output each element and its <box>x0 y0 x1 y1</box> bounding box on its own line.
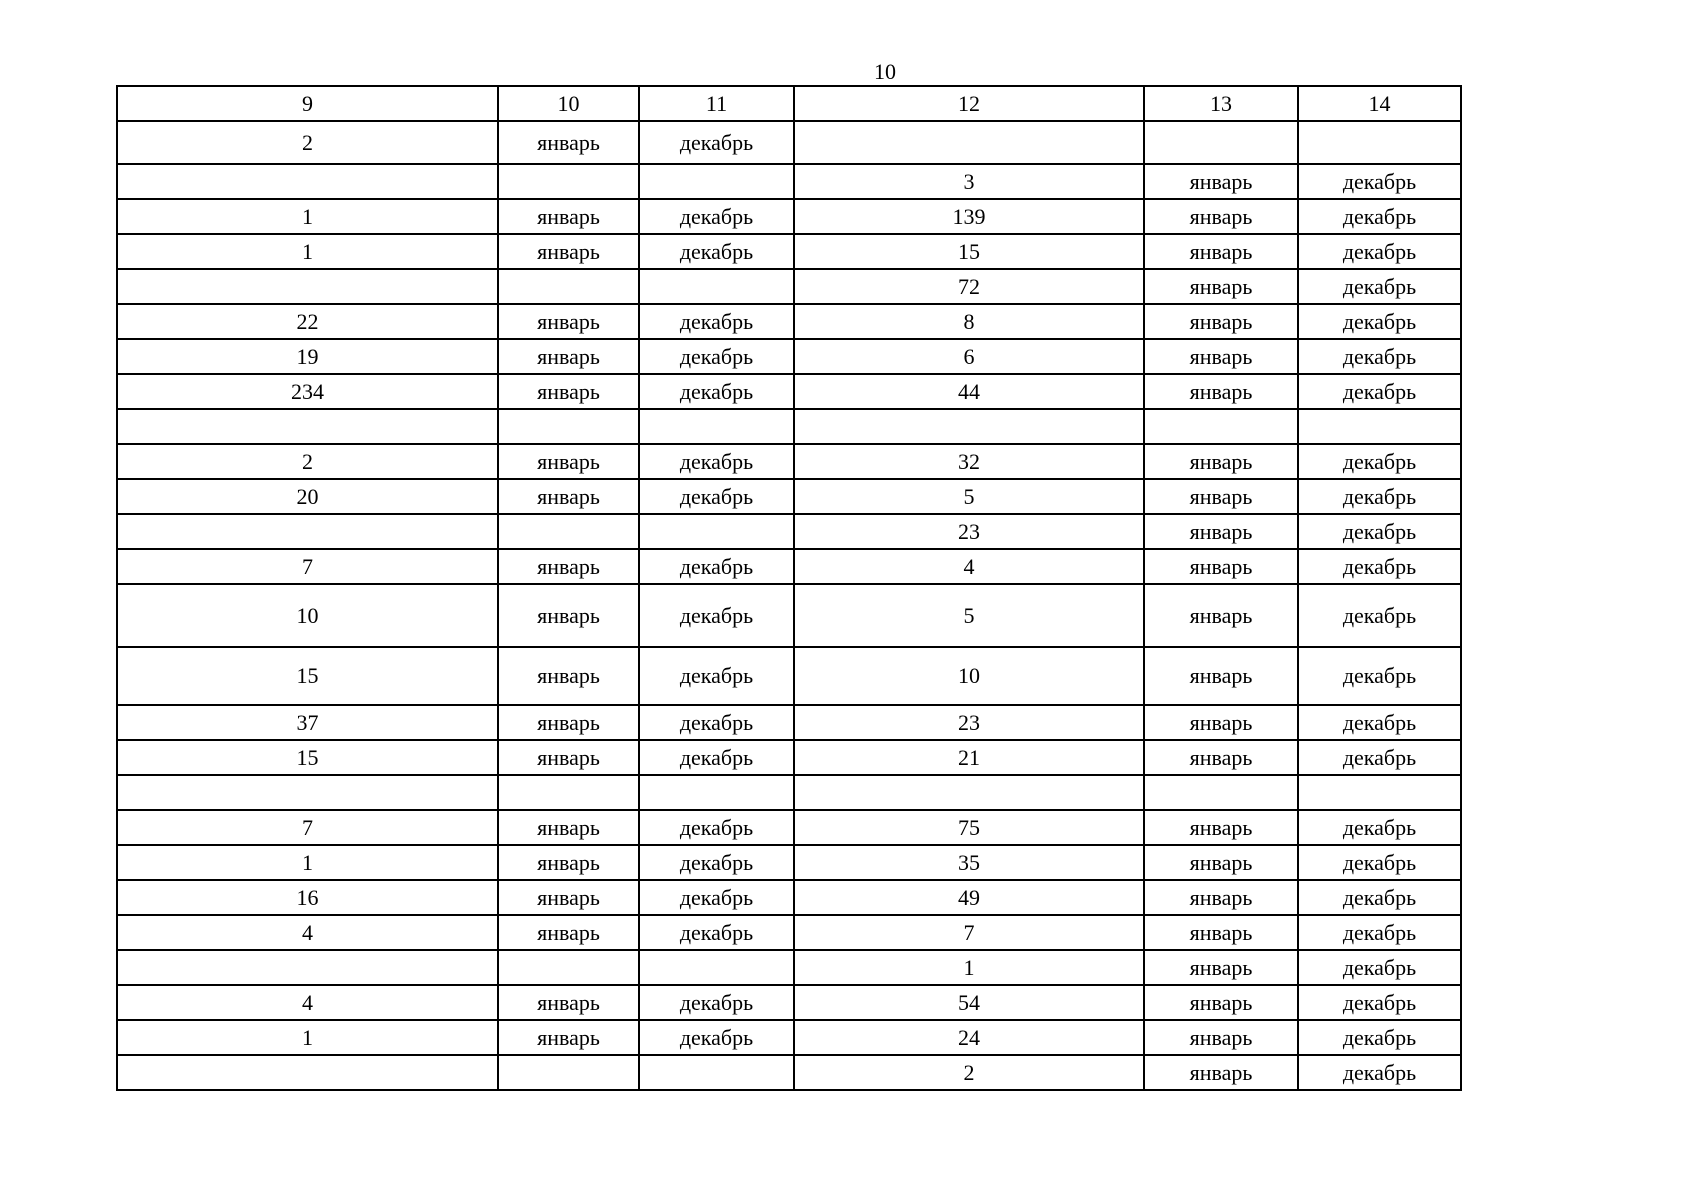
table-cell: январь <box>1144 374 1298 409</box>
table-row <box>117 444 1461 479</box>
table-cell <box>498 775 639 810</box>
column-header: 11 <box>639 86 794 121</box>
table-cell <box>639 164 794 199</box>
table-cell: декабрь <box>1298 374 1461 409</box>
table-row <box>117 164 1461 199</box>
table-cell <box>1144 121 1298 164</box>
table-row <box>117 584 1461 647</box>
table-cell: январь <box>1144 915 1298 950</box>
page-number: 10 <box>874 59 896 84</box>
table-cell: январь <box>1144 1020 1298 1055</box>
table-row <box>117 304 1461 339</box>
table-cell: январь <box>1144 199 1298 234</box>
table-cell <box>639 409 794 444</box>
table-row <box>117 374 1461 409</box>
table-cell <box>498 164 639 199</box>
table-cell <box>117 514 498 549</box>
table-cell <box>117 1055 498 1090</box>
table-cell: декабрь <box>1298 950 1461 985</box>
table-cell: январь <box>498 479 639 514</box>
table-row <box>117 810 1461 845</box>
table-cell: 1 <box>117 845 498 880</box>
table-cell: январь <box>1144 880 1298 915</box>
table-cell: 15 <box>117 647 498 705</box>
table-cell: декабрь <box>1298 164 1461 199</box>
table-cell: декабрь <box>639 199 794 234</box>
table-cell <box>1144 409 1298 444</box>
table-cell: 1 <box>117 1020 498 1055</box>
table-cell: 15 <box>794 234 1144 269</box>
table-cell: 23 <box>794 514 1144 549</box>
table-cell: 2 <box>117 444 498 479</box>
table-cell: декабрь <box>1298 339 1461 374</box>
table-row <box>117 549 1461 584</box>
table-cell: 22 <box>117 304 498 339</box>
table-row <box>117 985 1461 1020</box>
table-cell: 49 <box>794 880 1144 915</box>
table-cell <box>639 950 794 985</box>
table-cell: декабрь <box>639 304 794 339</box>
table-cell: январь <box>498 444 639 479</box>
table-cell: январь <box>1144 810 1298 845</box>
table-cell <box>794 409 1144 444</box>
table-cell: декабрь <box>1298 985 1461 1020</box>
table-cell: январь <box>498 880 639 915</box>
table-cell: январь <box>498 374 639 409</box>
table-cell: 44 <box>794 374 1144 409</box>
table-cell: 75 <box>794 810 1144 845</box>
table-cell <box>1298 775 1461 810</box>
table-cell: декабрь <box>639 444 794 479</box>
table-cell: 2 <box>117 121 498 164</box>
table-row <box>117 234 1461 269</box>
table-cell <box>498 514 639 549</box>
table-cell: 37 <box>117 705 498 740</box>
table-cell <box>794 121 1144 164</box>
table-cell <box>117 775 498 810</box>
table-cell: январь <box>1144 304 1298 339</box>
table-header-row <box>117 86 1461 121</box>
table-row <box>117 950 1461 985</box>
table-cell <box>117 950 498 985</box>
table-cell: декабрь <box>1298 740 1461 775</box>
table-cell: 35 <box>794 845 1144 880</box>
table-row <box>117 647 1461 705</box>
table-cell: декабрь <box>639 705 794 740</box>
table-cell: январь <box>498 584 639 647</box>
table-row <box>117 479 1461 514</box>
table-cell: 5 <box>794 584 1144 647</box>
column-header: 12 <box>794 86 1144 121</box>
table-cell: декабрь <box>639 985 794 1020</box>
table-cell <box>639 514 794 549</box>
table-row <box>117 409 1461 444</box>
table-cell: декабрь <box>1298 269 1461 304</box>
table-cell <box>498 269 639 304</box>
table-row <box>117 1055 1461 1090</box>
table-cell: январь <box>498 810 639 845</box>
table-cell: январь <box>498 985 639 1020</box>
table-row <box>117 775 1461 810</box>
table-cell: 10 <box>117 584 498 647</box>
table-cell: 20 <box>117 479 498 514</box>
table-cell: 4 <box>117 985 498 1020</box>
table-cell: январь <box>1144 164 1298 199</box>
table-cell: 7 <box>117 810 498 845</box>
table-cell: декабрь <box>1298 444 1461 479</box>
table-cell: январь <box>498 915 639 950</box>
table-cell: декабрь <box>639 479 794 514</box>
table-cell: декабрь <box>1298 479 1461 514</box>
table-cell: январь <box>498 1020 639 1055</box>
table-cell: 2 <box>794 1055 1144 1090</box>
table-cell: 5 <box>794 479 1144 514</box>
table-cell: январь <box>498 647 639 705</box>
table-cell: январь <box>498 304 639 339</box>
table-cell <box>639 269 794 304</box>
table-cell: январь <box>1144 584 1298 647</box>
table-cell: январь <box>1144 647 1298 705</box>
table-cell: январь <box>1144 234 1298 269</box>
table-cell: декабрь <box>1298 549 1461 584</box>
table-cell: 4 <box>794 549 1144 584</box>
table-cell: 1 <box>794 950 1144 985</box>
table-cell: 15 <box>117 740 498 775</box>
column-header: 14 <box>1298 86 1461 121</box>
table-cell: 10 <box>794 647 1144 705</box>
table-cell: декабрь <box>1298 234 1461 269</box>
table-cell <box>794 775 1144 810</box>
column-header: 9 <box>117 86 498 121</box>
table-cell <box>117 409 498 444</box>
table-cell: 139 <box>794 199 1144 234</box>
table-cell <box>498 409 639 444</box>
table-cell: декабрь <box>639 845 794 880</box>
table-cell <box>639 775 794 810</box>
table-cell: 7 <box>794 915 1144 950</box>
table-cell: январь <box>498 199 639 234</box>
table-row <box>117 199 1461 234</box>
table-cell: декабрь <box>639 121 794 164</box>
table-cell: январь <box>498 121 639 164</box>
table-cell: декабрь <box>639 740 794 775</box>
table-row <box>117 740 1461 775</box>
table-cell: декабрь <box>1298 880 1461 915</box>
table-cell: 1 <box>117 199 498 234</box>
table-row <box>117 514 1461 549</box>
table-cell: январь <box>1144 740 1298 775</box>
table-row <box>117 1020 1461 1055</box>
table-cell: декабрь <box>1298 1020 1461 1055</box>
table-cell: декабрь <box>639 339 794 374</box>
table-cell: декабрь <box>639 549 794 584</box>
table-cell: 19 <box>117 339 498 374</box>
table-row <box>117 880 1461 915</box>
table-cell: январь <box>498 705 639 740</box>
table-cell: декабрь <box>639 810 794 845</box>
table-cell: январь <box>498 549 639 584</box>
table-cell: январь <box>1144 985 1298 1020</box>
table-cell: декабрь <box>639 1020 794 1055</box>
table-cell: 72 <box>794 269 1144 304</box>
table-cell: 16 <box>117 880 498 915</box>
table-cell: январь <box>1144 444 1298 479</box>
table-cell: декабрь <box>639 647 794 705</box>
table-row <box>117 121 1461 164</box>
table-cell: январь <box>498 740 639 775</box>
table-cell <box>1144 775 1298 810</box>
table-cell: январь <box>1144 950 1298 985</box>
table-cell: декабрь <box>1298 584 1461 647</box>
table-row <box>117 339 1461 374</box>
table-cell: декабрь <box>639 915 794 950</box>
table-cell <box>1298 121 1461 164</box>
table-cell: 6 <box>794 339 1144 374</box>
table-row <box>117 845 1461 880</box>
table-cell <box>117 269 498 304</box>
table-cell: декабрь <box>639 584 794 647</box>
column-header: 10 <box>498 86 639 121</box>
table-cell: декабрь <box>639 374 794 409</box>
table-cell: январь <box>1144 339 1298 374</box>
table-cell: декабрь <box>1298 304 1461 339</box>
table-cell: декабрь <box>1298 915 1461 950</box>
table-cell: январь <box>498 845 639 880</box>
table-cell: декабрь <box>1298 647 1461 705</box>
table-cell: 3 <box>794 164 1144 199</box>
table-cell <box>498 950 639 985</box>
table-cell: январь <box>1144 1055 1298 1090</box>
table-row <box>117 269 1461 304</box>
data-table <box>116 85 1462 1091</box>
table-cell <box>498 1055 639 1090</box>
table-cell: 21 <box>794 740 1144 775</box>
table-cell <box>1298 409 1461 444</box>
table-cell: январь <box>1144 705 1298 740</box>
table-cell: декабрь <box>639 880 794 915</box>
table-cell: 23 <box>794 705 1144 740</box>
table-cell <box>639 1055 794 1090</box>
table-cell: декабрь <box>639 234 794 269</box>
column-header: 13 <box>1144 86 1298 121</box>
table-cell: январь <box>1144 549 1298 584</box>
table-cell: январь <box>1144 845 1298 880</box>
table-cell: 4 <box>117 915 498 950</box>
table-cell: декабрь <box>1298 845 1461 880</box>
table-cell: 24 <box>794 1020 1144 1055</box>
table-cell: 32 <box>794 444 1144 479</box>
table-cell: декабрь <box>1298 199 1461 234</box>
table-cell: декабрь <box>1298 810 1461 845</box>
table-cell: 54 <box>794 985 1144 1020</box>
table-cell <box>117 164 498 199</box>
table-cell: 1 <box>117 234 498 269</box>
table-row <box>117 705 1461 740</box>
table-cell: 8 <box>794 304 1144 339</box>
table-cell: 7 <box>117 549 498 584</box>
table-cell: декабрь <box>1298 514 1461 549</box>
table-cell: 234 <box>117 374 498 409</box>
table-cell: декабрь <box>1298 705 1461 740</box>
table-cell: январь <box>498 234 639 269</box>
table-row <box>117 915 1461 950</box>
table-cell: январь <box>1144 479 1298 514</box>
table-cell: январь <box>1144 514 1298 549</box>
table-cell: декабрь <box>1298 1055 1461 1090</box>
table-cell: январь <box>498 339 639 374</box>
table-cell: январь <box>1144 269 1298 304</box>
